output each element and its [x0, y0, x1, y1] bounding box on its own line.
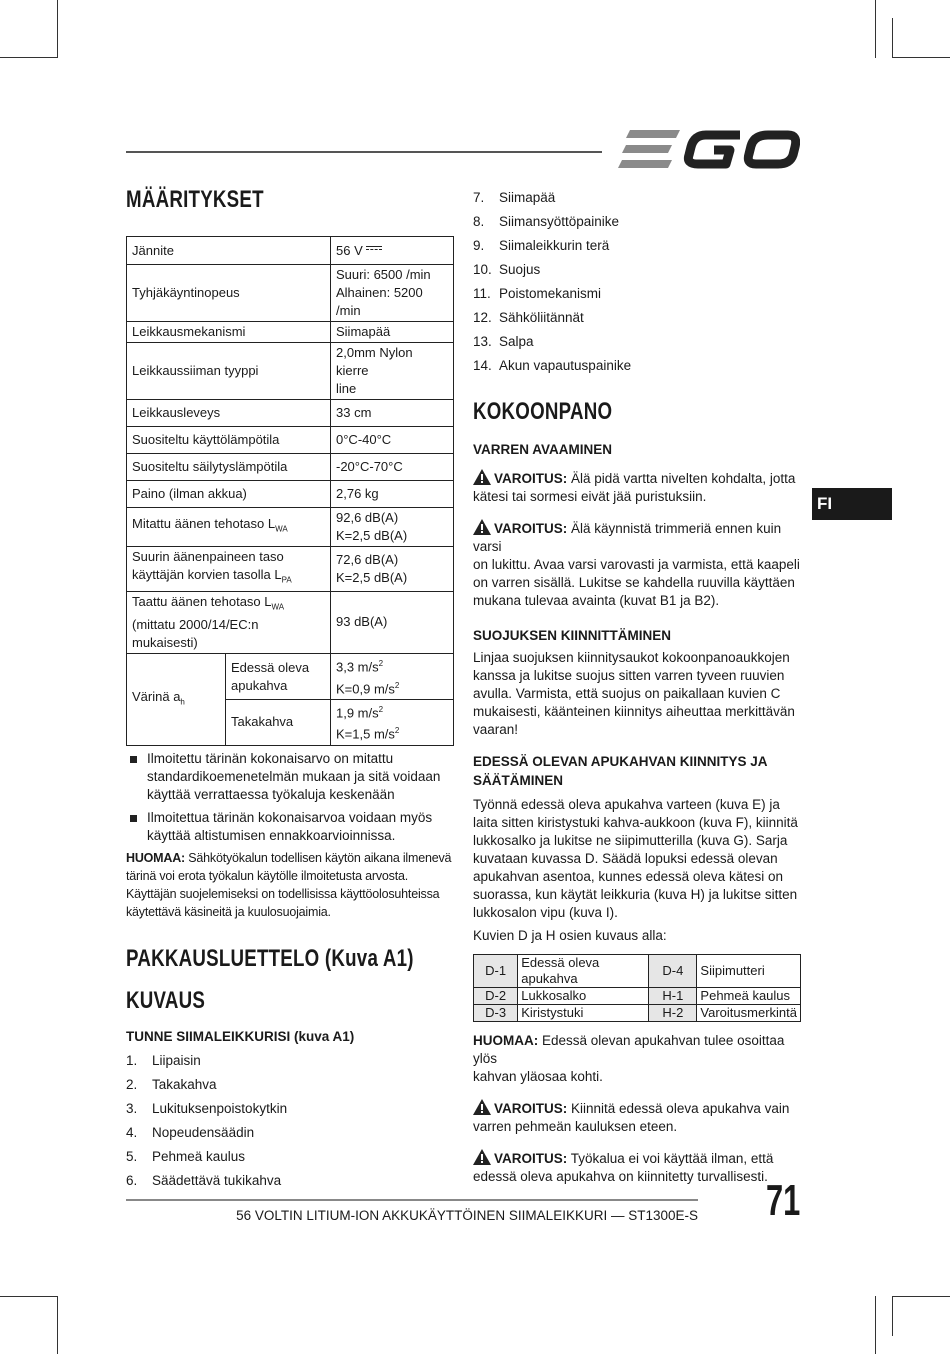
spec-value: 72,6 dB(A) K=2,5 dB(A)	[331, 547, 454, 592]
table-row	[127, 427, 454, 454]
table-row	[127, 400, 454, 427]
spec-value: Suuri: 6500 /min Alhainen: 5200 /min	[331, 265, 454, 322]
spec-label: Värinä $a_h$	[127, 654, 226, 745]
table-row	[127, 547, 454, 592]
warning: VAROITUS: Älä käynnistä trimmeriä ennen kuin varsi on lukittu. Avaa varsi varovasti ja varmista, että kaapeli on varren sisällä. Lukitse se kahdella ruuvilla käyttäen mukana tulevaa avainta (kuvat B1 ja B2).	[473, 521, 800, 608]
header-rule	[126, 151, 602, 153]
crop-mark	[875, 0, 876, 58]
spec-value: 33 cm	[331, 400, 454, 427]
guard-subheading: SUOJUKSEN KIINNITTÄMINEN	[473, 628, 672, 643]
spec-label: Jännite	[127, 237, 331, 265]
spec-value: Siimapää	[331, 322, 454, 343]
table-row	[474, 955, 801, 988]
spec-label: Paino (ilman akkua)	[127, 481, 331, 508]
list-item: 8. Siimansyöttöpainike	[473, 214, 620, 229]
list-item: Ilmoitettua tärinän kokonaisarvoa voidaan myös käyttää altistumisen ennakkoarvioinnissa.	[126, 809, 456, 845]
part-name: Varoitusmerkintä	[697, 1005, 801, 1022]
warning-icon	[473, 1149, 491, 1165]
warning-icon	[473, 519, 491, 535]
parts-list-continued	[473, 186, 803, 378]
table-row	[127, 481, 454, 508]
part-code: H-1	[649, 988, 697, 1005]
spec-label: Mitattu äänen tehotaso $L_{WA}$	[127, 508, 331, 547]
paragraph: Kuvien D ja H osien kuvaus alla:	[473, 928, 667, 943]
spec-value: -20°C-70°C	[331, 454, 454, 481]
crop-mark	[892, 18, 893, 58]
spec-value: 92,6 dB(A) K=2,5 dB(A)	[331, 508, 454, 547]
list-item: 6. Säädettävä tukikahva	[126, 1172, 282, 1188]
list-item: 11. Poistomekanismi	[473, 286, 602, 301]
table-row	[127, 265, 454, 322]
part-name: Lukkosalko	[518, 988, 649, 1005]
part-name: Edessä oleva apukahva	[518, 955, 649, 988]
part-name: Kiristystuki	[518, 1005, 649, 1022]
crop-mark	[892, 1296, 950, 1297]
list-item: 10. Suojus	[473, 262, 541, 277]
spec-value: 2,0mm Nylon kierre line	[331, 343, 454, 400]
language-tab: FI	[812, 488, 892, 520]
specs-heading: MÄÄRITYKSET	[126, 186, 264, 213]
list-item: 1. Liipaisin	[126, 1052, 201, 1068]
dc-symbol-icon	[366, 246, 382, 253]
left-column	[126, 186, 456, 1193]
part-code: D-4	[649, 955, 697, 988]
right-column	[473, 186, 803, 1186]
warning-icon	[473, 469, 491, 485]
crop-mark	[892, 57, 950, 58]
part-name: Pehmeä kaulus	[697, 988, 801, 1005]
spec-value: 2,76 kg	[331, 481, 454, 508]
part-code: D-2	[474, 988, 518, 1005]
specs-table	[126, 236, 454, 746]
spec-value: 56 V	[331, 237, 454, 265]
part-code: D-3	[474, 1005, 518, 1022]
ego-logo	[618, 128, 800, 175]
paragraph: Linjaa suojuksen kiinnitysaukot kokoonpanoaukkojen kanssa ja lukitse suojus sitten varren tyveen ruuvien avulla. Varmista, että suojus on paikallaan kuvien C mukaisesti, käänteinen kiinnitys aiheuttaa merkittävän vaaran!	[473, 650, 795, 737]
crop-mark	[57, 1296, 58, 1354]
spec-value: 1,9 $m/s^2$ K=1,5 $m/s^2$	[331, 699, 454, 745]
bullet-icon	[130, 756, 137, 763]
table-row	[474, 988, 801, 1005]
list-item: 12. Sähköliitännät	[473, 310, 584, 325]
parts-list	[126, 1049, 456, 1193]
footer-text: 56 VOLTIN LITIUM-ION AKKUKÄYTTÖINEN SIIMALEIKKURI — ST1300E-S	[236, 1208, 698, 1223]
spec-label: Leikkausmekanismi	[127, 322, 331, 343]
packing-heading: PAKKAUSLUETTELO (Kuva A1)	[126, 944, 414, 972]
parts-table	[473, 954, 801, 1022]
bullet-list	[126, 750, 456, 845]
table-row	[474, 1005, 801, 1022]
note: HUOMAA: Edessä olevan apukahvan tulee osoittaa ylös kahvan yläosaa kohti.	[473, 1033, 785, 1084]
spec-label: Taattu äänen tehotaso $L_{WA}$ (mittatu 2000/14/EC:n mukaisesti)	[127, 591, 331, 654]
paragraph: Työnnä edessä oleva apukahva varteen (kuva E) ja laita sitten kiristystuki kahva-aukkoon (kuva F), kiinnitä lukkosalko ja lukitse ne siipimutterilla (kuva G). Sarja kuvataan kuvassa D. Säädä lopuksi edessä olevan apukahvan asentoa, kunnes edessä oleva kätesi on suorassa, kun käytät leikkuria (kuva H) ja lukitse sitten lukkosalon vipu (kuva I).	[473, 797, 798, 920]
table-row	[127, 237, 454, 265]
list-item: 2. Takakahva	[126, 1076, 217, 1092]
note: HUOMAA: Sähkötyökalun todellisen käytön aikana ilmenevä tärinä voi erota työkalun käytölle ilmoitetusta arvosta. Käyttäjän suojelemiseksi on todellisissa käyttöolosuhteissa käytettävä käsineitä ja kuulosuojaimia.	[126, 850, 452, 919]
bullet-icon	[130, 815, 137, 822]
spec-value: 93 dB(A)	[331, 591, 454, 654]
list-item: 14. Akun vapautuspainike	[473, 358, 632, 373]
footer-rule	[126, 1199, 698, 1201]
list-item: 5. Pehmeä kaulus	[126, 1148, 246, 1164]
crop-mark	[892, 1296, 893, 1336]
description-heading: KUVAUS	[126, 986, 206, 1014]
spec-label: Suositeltu käyttölämpötila	[127, 427, 331, 454]
table-row	[127, 654, 454, 700]
spec-label: Suurin äänenpaineen taso käyttäjän korvien tasolla $L_{PA}$	[127, 547, 331, 592]
list-item: 4. Nopeudensäädin	[126, 1124, 255, 1140]
list-item: 3. Lukituksenpoistokytkin	[126, 1100, 288, 1116]
know-trimmer-subheading: TUNNE SIIMALEIKKURISI (kuva A1)	[126, 1028, 355, 1044]
list-item: 7. Siimapää	[473, 190, 556, 205]
crop-mark	[57, 0, 58, 58]
warning: VAROITUS: Työkalua ei voi käyttää ilman, että edessä oleva apukahva on kiinnitetty turvallisesti.	[473, 1151, 774, 1184]
table-row	[127, 591, 454, 654]
crop-mark	[0, 57, 58, 58]
spec-sublabel: Takakahva	[226, 699, 331, 745]
warning: VAROITUS: Älä pidä vartta nivelten kohdalta, jotta kätesi tai sormesi eivät jää puristuksiin.	[473, 471, 796, 504]
list-item: Ilmoitettu tärinän kokonaisarvo on mitattu standardikoemenetelmän mukaan ja sitä voidaan käyttää verrattaessa työkaluja keskenään	[126, 750, 456, 804]
table-row	[127, 454, 454, 481]
table-row	[127, 508, 454, 547]
list-item: 13. Salpa	[473, 334, 534, 349]
crop-mark	[0, 1296, 58, 1297]
spec-label: Leikkaussiiman tyyppi	[127, 343, 331, 400]
warning-icon	[473, 1099, 491, 1115]
unfold-subheading: VARREN AVAAMINEN	[473, 442, 613, 457]
part-code: D-1	[474, 955, 518, 988]
spec-label: Suositeltu säilytyslämpötila	[127, 454, 331, 481]
page-number: 71	[766, 1176, 801, 1225]
warning: VAROITUS: Kiinnitä edessä oleva apukahva vain varren pehmeän kauluksen eteen.	[473, 1101, 790, 1134]
spec-value: 3,3 $m/s^2$ K=0,9 $m/s^2$	[331, 654, 454, 700]
table-row	[127, 343, 454, 400]
part-code: H-2	[649, 1005, 697, 1022]
crop-mark	[875, 1296, 876, 1354]
spec-value: 0°C-40°C	[331, 427, 454, 454]
table-row	[127, 322, 454, 343]
spec-sublabel: Edessä oleva apukahva	[226, 654, 331, 700]
spec-label: Tyhjäkäyntinopeus	[127, 265, 331, 322]
part-name: Siipimutteri	[697, 955, 801, 988]
list-item: 9. Siimaleikkurin terä	[473, 238, 610, 253]
assembly-heading: KOKOONPANO	[473, 398, 613, 425]
spec-label: Leikkausleveys	[127, 400, 331, 427]
handle-subheading: EDESSÄ OLEVAN APUKAHVAN KIINNITYS JA SÄÄTÄMINEN	[473, 754, 768, 788]
